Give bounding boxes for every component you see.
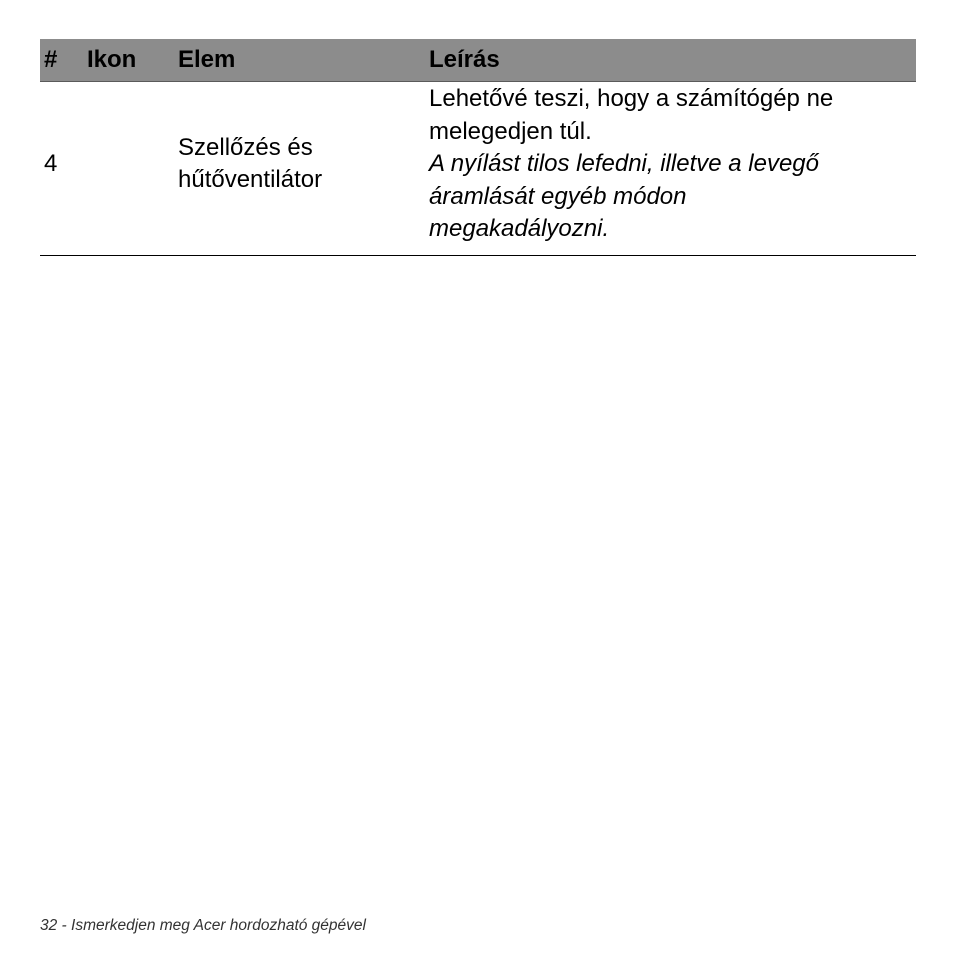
item-line-2: hűtőventilátor (178, 166, 323, 194)
page-footer: 32 - Ismerkedjen meg Acer hordozható gépével (40, 917, 366, 934)
row-description (428, 82, 916, 256)
table-header (40, 39, 916, 82)
warning-line-1: A nyílást tilos lefedni, illetve a levegő (429, 150, 819, 177)
component-table (40, 39, 916, 256)
description-line-2: melegedjen túl. (429, 117, 592, 145)
header-item: Elem (173, 39, 428, 82)
table-header-row (40, 39, 916, 82)
table-row (40, 82, 916, 256)
row-item (173, 82, 428, 256)
item-line-1: Szellőzés és (178, 133, 313, 161)
header-icon: Ikon (82, 39, 173, 82)
warning-line-2: áramlását egyéb módon (429, 182, 687, 210)
row-icon (82, 82, 173, 256)
warning-line-3: megakadályozni. (429, 215, 610, 242)
header-description: Leírás (428, 39, 916, 82)
description-line-1: Lehetővé teszi, hogy a számítógép ne (429, 85, 834, 112)
header-number: # (40, 39, 82, 82)
row-number: 4 (40, 82, 82, 256)
